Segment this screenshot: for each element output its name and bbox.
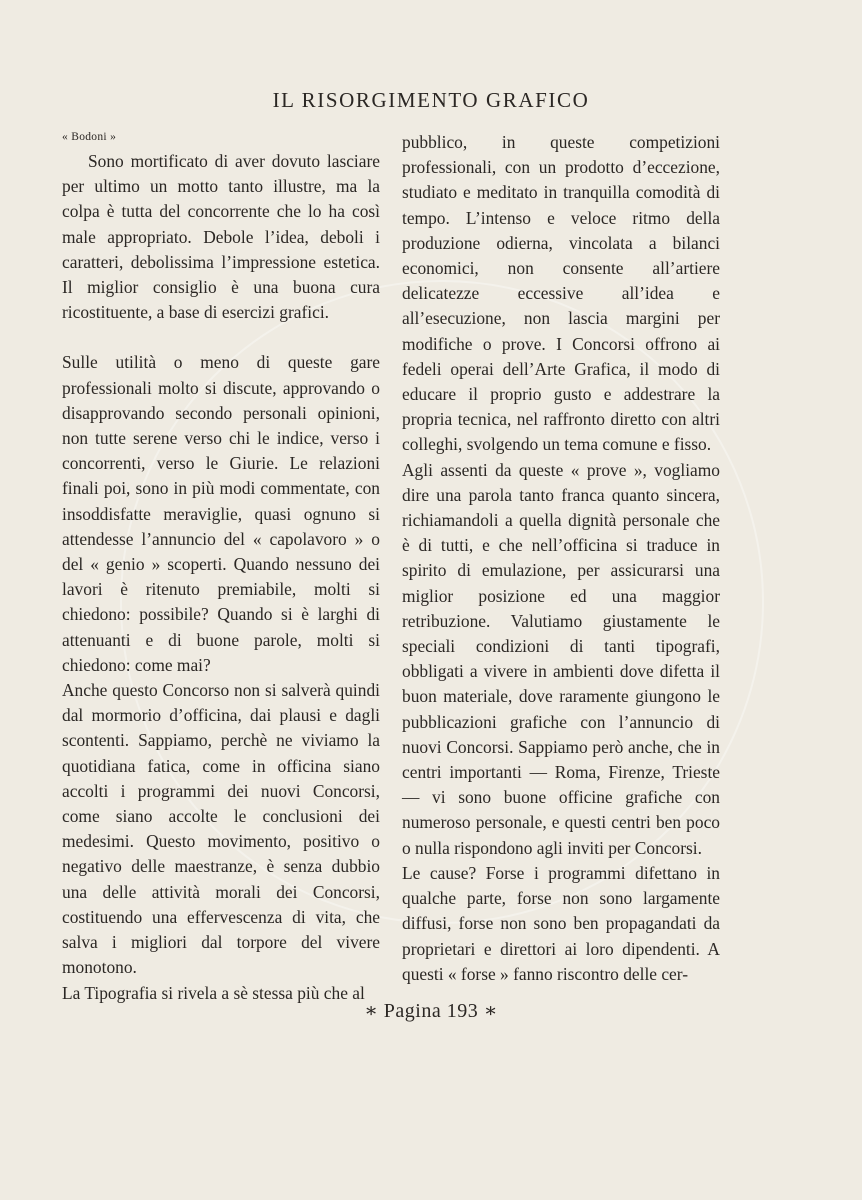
running-head: IL RISORGIMENTO GRAFICO [272,88,590,112]
page-number: ∗ Pagina 193 ∗ [364,1000,498,1022]
left-column [62,128,380,1006]
paragraph: Le cause? Forse i programmi difettano in qualche parte, forse non sono largamente diffusi, forse non sono ben propagandati da proprietari e direttori ai loro dipendenti. A questi « forse » fanno riscontro delle cer- [402,862,720,984]
paragraph: pubblico, in queste competizioni professionali, con un prodotto d’eccezione, studiato e meditato in tranquilla comodità di tempo. L’intenso e veloce ritmo della produzione odierna, vincolata a bilanci economici, non consente all’artiere delicatezze eccessive all’idea e all’esecuzione, non lascia margini per modifiche o prove. I Concorsi offrono ai fedeli operai dell’Arte Grafica, il modo di educare il proprio gusto e addestrare la propria tecnica, nel raffronto diretto con altri colleghi, svolgendo un tema comune e fisso. [402,132,720,455]
paragraph: La Tipografia si rivela a sè stessa più che al [62,982,365,1003]
right-column [402,130,720,987]
motto-label: « Bodoni » [62,131,117,143]
paragraph: Agli assenti da queste « prove », vogliamo dire una parola tanto franca quanto sincera, richiamandoli a quella dignità personale che è di tutti, e che nell’officina si traduce in spirito di emulazione, per assicurarsi una miglior posizione ed una maggior retribuzione. Valutiamo giustamente le speciali condizioni di tanti tipografi, obbligati a vivere in ambienti dove difetta il buon materiale, dove raramente giungono le pubblicazioni grafiche con l’annuncio di nuovi Concorsi. Sappiamo però anche, che in centri importanti — Roma, Firenze, Trieste — vi sono buone officine grafiche con numeroso personale, e questi centri ben poco o nulla rispondono agli inviti per Concorsi. [402,459,720,858]
paragraph: Sono mortificato di aver dovuto lasciare per ultimo un motto tanto illustre, ma la colpa è tutta del concorrente che lo ha così male appropriato. Debole l’idea, deboli i caratteri, debolissima l’impressione estetica. Il miglior consiglio è una buona cura ricostituente, a base di esercizi grafici. [62,151,380,323]
paragraph: Sulle utilità o meno di queste gare professionali molto si discute, approvando o disapprovando secondo personali opinioni, non tutte serene verso chi le indice, verso i concorrenti, verso le Giurie. Le relazioni finali poi, sono in più modi commentate, con insoddisfatte meraviglie, quasi ognuno si attendesse l’annuncio del « capolavoro » o del « genio » scoperti. Quando nessuno dei lavori è ritenuto premiabile, molti si chiedono: possibile? Quando si è larghi di attenuanti e di buone parole, molti si chiedono: come mai? [62,352,380,675]
paragraph: Anche questo Concorso non si salverà quindi dal mormorio d’officina, dai plausi e dagli scontenti. Sappiamo, perchè ne viviamo la quotidiana fatica, come in officina siano accolti i programmi dei nuovi Concorsi, come siano accolte le conclusioni dei medesimi. Questo movimento, positivo o negativo delle maestranze, è senza dubbio una delle attività morali dei Concorsi, costituendo una effervescenza di vita, che salva i migliori dal torpore del vivere monotono. [62,680,380,978]
